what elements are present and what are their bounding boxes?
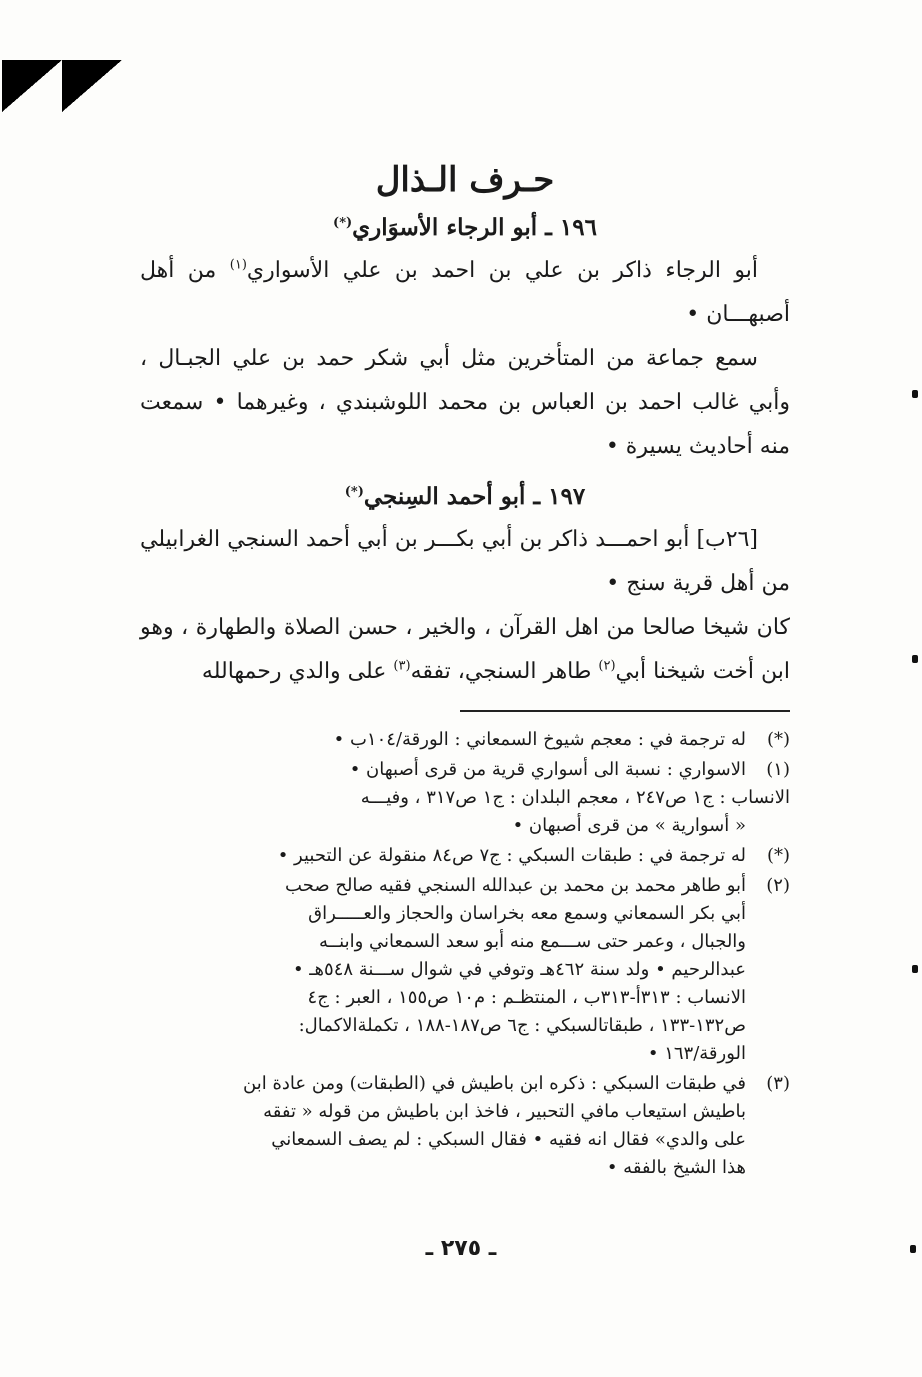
- footnote-ref-1: (١): [229, 257, 247, 273]
- footnote-body: [140, 872, 746, 1068]
- footnote-line: والجبال ، وعمر حتى ســـمع منه أبو سعد السمعاني وابنــه: [318, 931, 746, 952]
- footnote-line: الاسواري : نسبة الى أسواري قرية من قرى أصبهان •: [349, 759, 746, 780]
- footnote-divider: [460, 710, 790, 712]
- footnotes: [140, 726, 790, 1182]
- page-content: [140, 150, 790, 1184]
- paragraph-text: على والدي رحمهالله: [201, 659, 394, 684]
- entry-197-paragraph-1: [٢٦ب] أبو احمـــد ذاكر بن أبي بكـــر بن أبي أحمد السنجي الغرابيلي من أهل قرية سنج •: [140, 527, 790, 596]
- footnote-ref-3: (٣): [393, 658, 411, 674]
- footnote-mark: (*): [766, 845, 790, 866]
- footnote-ref-2: (٢): [598, 658, 616, 674]
- paragraph-text: أبو الرجاء ذاكر بن علي بن احمد بن علي الأسواري: [246, 258, 758, 283]
- footnote-line: له ترجمة في : طبقات السبكي : ج٧ ص٨٤ منقولة عن التحبير •: [277, 845, 746, 866]
- paragraph-text: كان شيخا صالحا من اهل القرآن ، والخير ، حسن الصلاة والطهارة ، وهو ابن أخت شيخنا أبي: [140, 615, 790, 684]
- footnote-line: أبو طاهر محمد بن محمد بن عبدالله السنجي فقيه صالح صحب: [285, 875, 746, 896]
- footnote-line: ص١٣٢-١٣٣ ، طبقاتالسبكي : ج٦ ص١٨٧-١٨٨ ، تكملةالاكمال:: [298, 1015, 746, 1036]
- margin-dot: [912, 965, 918, 973]
- footnote-mark: (٢): [766, 875, 790, 896]
- footnote-star-2: [140, 842, 790, 870]
- footnote-2: [140, 872, 790, 1068]
- footnote-line: الانساب : ج١ ص٢٤٧ ، معجم البلدان : ج١ ص٣١٧ ، وفيـــه: [360, 787, 790, 808]
- footnote-body: [140, 1070, 746, 1182]
- footnote-mark: (٣): [766, 1073, 790, 1094]
- footnote-line: هذا الشيخ بالفقه •: [606, 1157, 746, 1178]
- entry-heading-text: ١٩٧ ـ أبو أحمد السِنجي: [363, 483, 586, 510]
- paragraph-text: من أهل أصبهـــان •: [140, 258, 790, 327]
- footnote-body: [140, 726, 746, 754]
- paragraph-text: طاهر السنجي، تفقه: [410, 659, 599, 684]
- entry-heading-text: ١٩٦ ـ أبو الرجاء الأسوَاري: [352, 214, 597, 241]
- corner-triangle-mark: [2, 60, 122, 112]
- footnote-line: الانساب : ٣١٣أ-٣١٣ب ، المنتظـم : م١٠ ص١٥٥ ، العبر : ج٤: [307, 987, 746, 1008]
- footnote-line: « أسوارية » من قرى أصبهان •: [512, 815, 746, 836]
- footnote-1: [140, 756, 790, 840]
- footnote-line: له ترجمة في : معجم شيوخ السمعاني : الورقة/١٠٤ب •: [333, 729, 746, 750]
- footnote-line: الورقة/١٦٣ •: [647, 1043, 746, 1064]
- section-title: حـرف الـذال: [375, 160, 555, 200]
- footnote-line: على والدي» فقال انه فقيه • فقال السبكي : لم يصف السمعاني: [271, 1129, 746, 1150]
- entry-197-paragraph-2: [140, 606, 790, 694]
- entry-196-paragraph-2: سمع جماعة من المتأخرين مثل أبي شكر حمد بن علي الجبـال ، وأبي غالب احمد بن العباس بن محمد اللوشبندي ، وغيرهما • سمعت منه أحاديث يسيرة •: [140, 346, 790, 459]
- entry-heading-197: [140, 483, 790, 510]
- margin-dot: [912, 655, 918, 663]
- footnote-body: [140, 756, 790, 840]
- entry-196-paragraph-1: [140, 249, 790, 337]
- entry-heading-note: (*): [333, 215, 353, 231]
- footnote-3: [140, 1070, 790, 1182]
- footnote-line: عبدالرحيم • ولد سنة ٤٦٢هـ وتوفي في شوال ســـنة ٥٤٨هـ •: [292, 959, 746, 980]
- page-number: ـ ٢٧٥ ـ: [425, 1236, 497, 1261]
- footnote-body: [140, 842, 746, 870]
- entry-heading-note: (*): [344, 484, 364, 500]
- entry-heading-196: [140, 214, 790, 241]
- footnote-line: في طبقات السبكي : ذكره ابن باطيش في (الطبقات) ومن عادة ابن: [243, 1073, 746, 1094]
- footnote-line: باطيش استيعاب مافي التحبير ، فاخذ ابن باطيش من قوله « تفقه: [263, 1101, 746, 1122]
- footnote-star-1: [140, 726, 790, 754]
- footnote-mark: (١): [766, 759, 790, 780]
- footnote-mark: (*): [766, 729, 790, 750]
- footnote-line: أبي بكر السمعاني وسمع معه بخراسان والحجاز والعـــــراق: [308, 903, 746, 924]
- margin-dot: [912, 390, 918, 398]
